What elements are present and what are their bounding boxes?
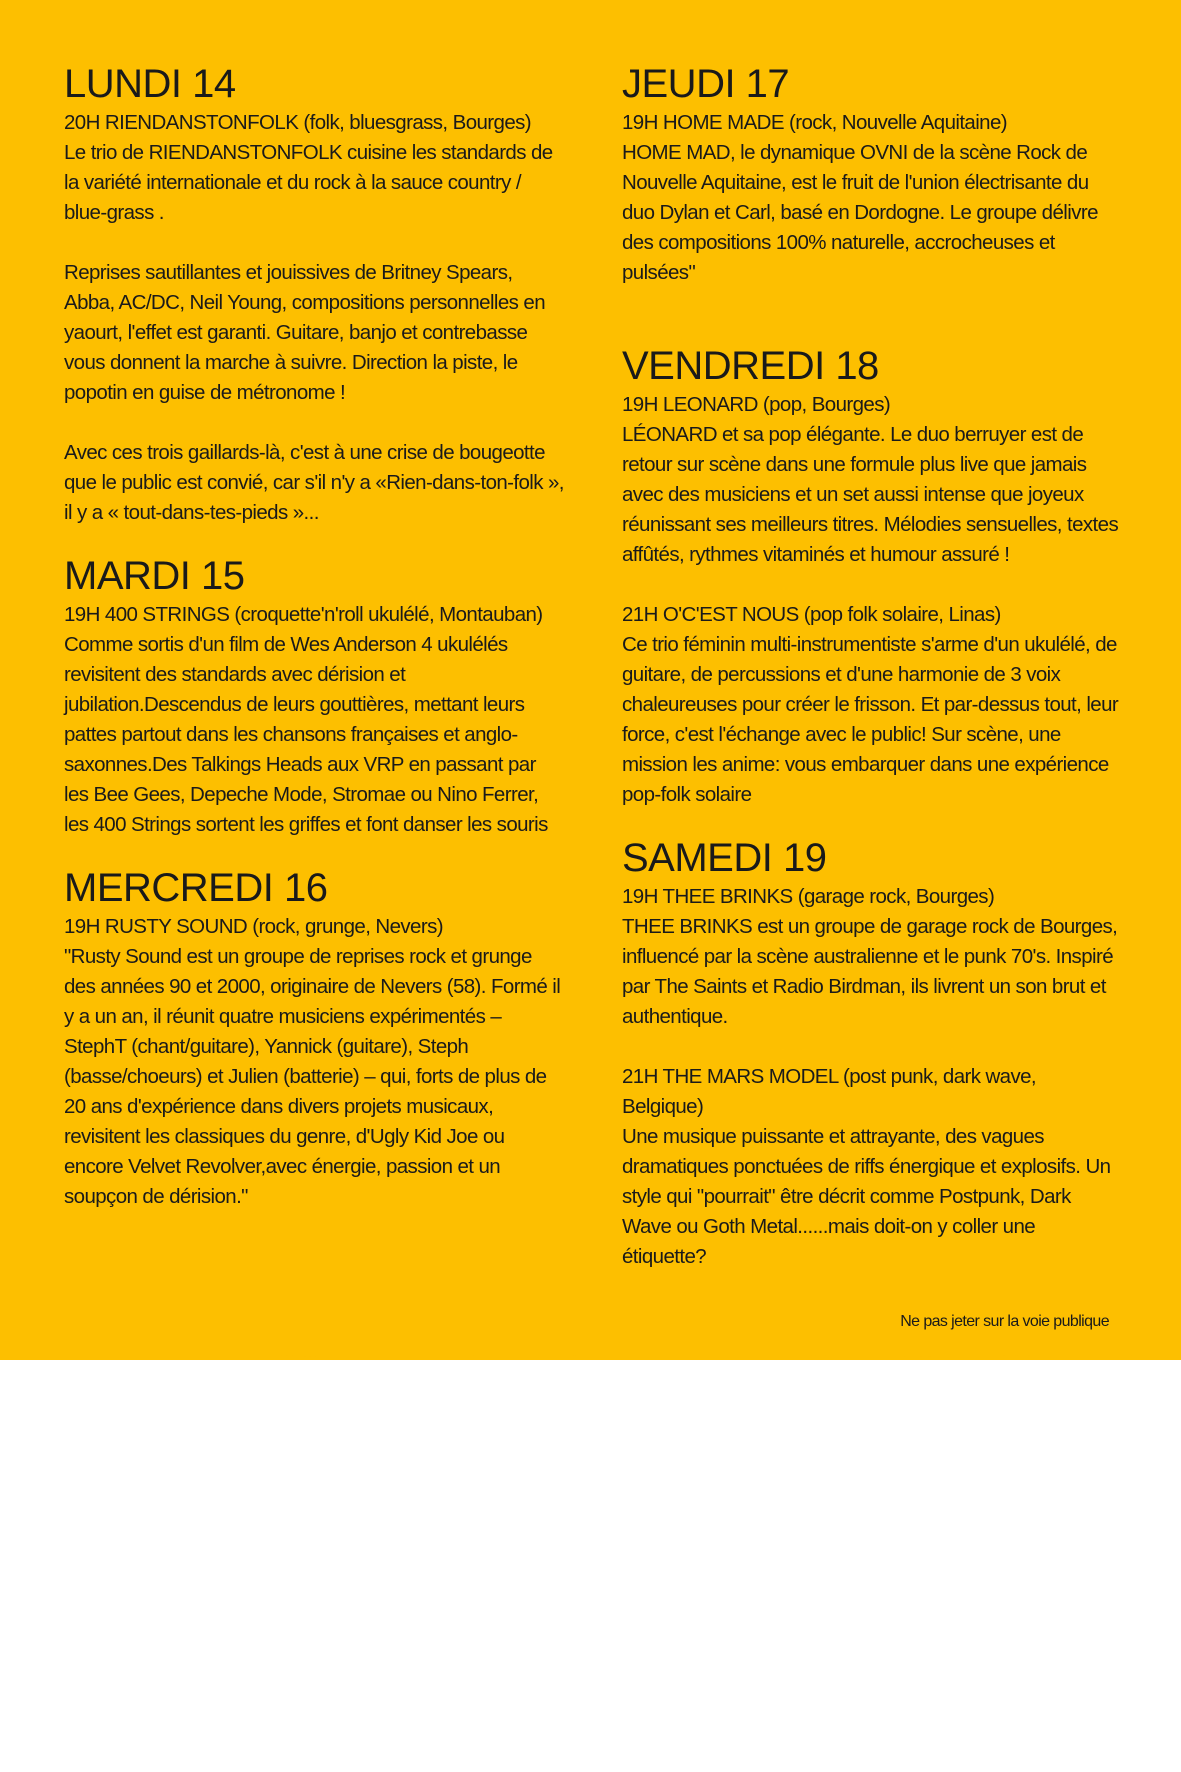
act-description: Le trio de RIENDANSTONFOLK cuisine les standards de la variété internationale et du rock à la sauce country / blue-grass .	[64, 141, 553, 224]
act-description: THEE BRINKS est un groupe de garage rock de Bourges, influencé par la scène australienne et le punk 70's. Inspiré par The Saints et Radio Birdman, ils livrent un son brut et authentique.	[622, 915, 1118, 1028]
day-lundi	[64, 60, 564, 528]
act-description: LÉONARD et sa pop élégante. Le duo berruyer est de retour sur scène dans une formule plus live que jamais avec des musiciens et un set aussi intense que joyeux réunissant ses meilleurs titres. Mélodies sensuelles, textes affûtés, rythmes vitaminés et humour assuré !	[622, 423, 1119, 566]
act-heading-home-made: 19H HOME MADE (rock, Nouvelle Aquitaine)	[622, 111, 1008, 134]
torn-paper-edge	[0, 1335, 1181, 1375]
day-title-lundi: LUNDI 14	[64, 62, 236, 106]
day-title-mardi: MARDI 15	[64, 554, 245, 598]
day-vendredi	[622, 342, 1122, 810]
day-title-jeudi: JEUDI 17	[622, 62, 790, 106]
act-heading-rusty-sound: 19H RUSTY SOUND (rock, grunge, Nevers)	[64, 915, 443, 938]
act-heading-400-strings: 19H 400 STRINGS (croquette'n'roll ukulélé, Montauban)	[64, 603, 543, 626]
act-description: "Rusty Sound est un groupe de reprises rock et grunge des années 90 et 2000, originaire de Nevers (58). Formé il y a un an, il réunit quatre musiciens expérimentés – StephT (chant/guitare), Yannick (guitare), Steph (basse/choeurs) et Julien (batterie) – qui, forts de plus de 20 ans d'expérience dans divers projets musicaux, revisitent les classiques du genre, d'Ugly Kid Joe ou encore Velvet Revolver,avec énergie, passion et un soupçon de dérision."	[64, 945, 561, 1208]
act-heading-thee-brinks: 19H THEE BRINKS (garage rock, Bourges)	[622, 885, 995, 908]
act-description: HOME MAD, le dynamique OVNI de la scène Rock de Nouvelle Aquitaine, est le fruit de l'union électrisante du duo Dylan et Carl, basé en Dordogne. Le groupe délivre des compositions 100% naturelle, accrocheuses et pulsées"	[622, 141, 1098, 284]
act-description: Ce trio féminin multi-instrumentiste s'arme d'un ukulélé, de guitare, de percussions et d'une harmonie de 3 voix chaleureuses pour créer le frisson. Et par-dessus tout, leur force, c'est l'échange avec le public! Sur scène, une mission les anime: vous embarquer dans une expérience pop-folk solaire	[622, 633, 1119, 806]
left-column	[64, 60, 564, 1212]
day-mercredi	[64, 864, 564, 1212]
act-description: Comme sortis d'un film de Wes Anderson 4 ukulélés revisitent des standards avec dérision et jubilation.Descendus de leurs gouttières, mettant leurs pattes partout dans les chansons françaises et anglo-saxonnes.Des Talkings Heads aux VRP en passant par les Bee Gees, Depeche Mode, Stromae ou Nino Ferrer, les 400 Strings sortent les griffes et font danser les souris	[64, 633, 548, 836]
act-heading-oc-est-nous: 21H O'C'EST NOUS (pop folk solaire, Linas)	[622, 603, 1001, 626]
day-title-vendredi: VENDREDI 18	[622, 344, 879, 388]
act-heading-the-mars-model: 21H THE MARS MODEL (post punk, dark wave, Belgique)	[622, 1065, 1037, 1118]
day-jeudi	[622, 60, 1122, 288]
day-title-samedi: SAMEDI 19	[622, 836, 827, 880]
act-heading-riendanstonfolk: 20H RIENDANSTONFOLK (folk, bluesgrass, Bourges)	[64, 111, 532, 134]
act-heading-leonard: 19H LEONARD (pop, Bourges)	[622, 393, 891, 416]
day-mardi	[64, 552, 564, 840]
act-description: Une musique puissante et attrayante, des vagues dramatiques ponctuées de riffs énergique et explosifs. Un style qui "pourrait" être décrit comme Postpunk, Dark Wave ou Goth Metal......mais doit-on y coller une étiquette?	[622, 1125, 1111, 1268]
day-title-mercredi: MERCREDI 16	[64, 866, 328, 910]
act-description: Avec ces trois gaillards-là, c'est à une crise de bougeotte que le public est convié, car s'il n'y a «Rien-dans-ton-folk », il y a « tout-dans-tes-pieds »...	[64, 441, 564, 524]
day-samedi	[622, 834, 1122, 1272]
act-description: Reprises sautillantes et jouissives de Britney Spears, Abba, AC/DC, Neil Young, compositions personnelles en yaourt, l'effet est garanti. Guitare, banjo et contrebasse vous donnent la marche à suivre. Direction la piste, le popotin en guise de métronome !	[64, 261, 546, 404]
right-column	[622, 60, 1122, 1272]
footer-note: Ne pas jeter sur la voie publique	[900, 1313, 1109, 1330]
